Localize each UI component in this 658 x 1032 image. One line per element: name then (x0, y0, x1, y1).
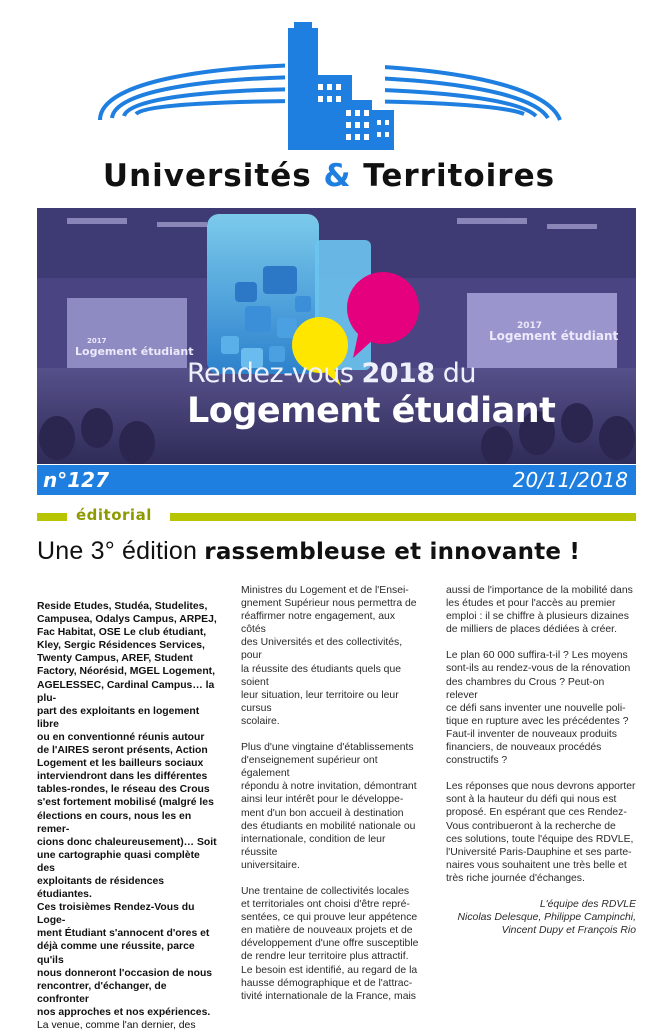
masthead-title-part2: Territoires (351, 158, 556, 194)
event-banner (37, 208, 636, 464)
issue-date: 20/11/2018 (512, 468, 628, 492)
column2-paragraph: Ministres du Logement et de l'Ensei- gnement Supérieur nous permettra de réaffirmer notre engagement, aux côtés des Universités et des collectivités, pour la réussite des étudiants quels que soient leur situation, leur territoire ou leur cursus scolaire. (241, 585, 417, 727)
editorial-signature: L'équipe des RDVLE Nicolas Delesque, Philippe Campinchi, Vincent Dupy et François Rio (457, 898, 636, 937)
event-suffix: du (434, 358, 476, 389)
section-label: éditorial (76, 506, 152, 524)
article-column-3 (446, 584, 636, 950)
masthead-title-part1: Universités (102, 158, 324, 194)
column1-paragraph: La venue, comme l'an dernier, des (37, 1020, 196, 1031)
headline-bold: rassembleuse et innovante ! (204, 539, 581, 565)
event-title-line2: Logement étudiant (187, 391, 556, 431)
column2-paragraph: Plus d'une vingtaine d'établissements d'enseignement supérieur ont également répondu à notre invitation, démontrant ainsi leur intérêt pour le développe- ment d'un bon accueil à destination des étudiants en mobilité nationale ou internationale, condition de leur réussite universitaire. (241, 742, 417, 871)
event-year: 2018 (361, 358, 435, 389)
column2-paragraph: Une trentaine de collectivités locales et territoriales ont choisi d'être repré- sentées, ce qui prouve leur appétence en matière de nouveaux projets et de développement d'une offre susceptible de rendre leur territoire plus attractif. Le besoin est identifié, au regard de la hausse démographique et de l'attrac- tivité internationale de la France, mais (241, 885, 419, 1002)
article-headline (37, 537, 580, 566)
masthead-title (0, 158, 658, 194)
article-column-1 (37, 600, 219, 1032)
headline-light: Une 3° édition (37, 537, 205, 565)
event-prefix: Rendez-vous (187, 358, 362, 389)
svg-text:Logement étudiant: Logement étudiant (489, 329, 619, 343)
masthead-ampersand: & (323, 158, 352, 194)
section-rule-right (170, 513, 636, 521)
svg-text:2017: 2017 (87, 337, 107, 345)
event-title-line1 (187, 358, 476, 389)
column3-paragraph: Les réponses que nous devrons apporter sont à la hauteur du défi qui nous est proposé. En espérant que ces Rendez- Vous contribueront à la recherche de ces solutions, toute l'équipe des RDVLE, l'Université Paris-Dauphine et ses parte- naires vous souhaitent une très belle et très riche journée d'échanges. (446, 781, 636, 884)
section-rule-left (37, 513, 67, 521)
issue-bar (37, 465, 636, 495)
svg-text:Logement étudiant: Logement étudiant (75, 345, 194, 358)
svg-text:2017: 2017 (517, 321, 543, 331)
issue-number: n°127 (43, 468, 109, 492)
column1-paragraph: Reside Etudes, Studéa, Studelites, Campusea, Odalys Campus, ARPEJ, Fac Habitat, OSE Le club étudiant, Kley, Sergic Résidences Services, Twenty Campus, AREF, Student Factory, Néorésid, MGEL Logement, AGELESSEC, Cardinal Campus… la plu- part des exploitants en logement libre ou en conventionné réunis autour de l'AIRES seront présents, Action Logement et les bailleurs sociaux interviendront dans les différentes tables-rondes, le réseau des Crous s'est fortement mobilisé (malgré les élections en cours, nous les en remer- cions donc chaleureusement)… Soit une cartographie quasi complète des exploitants de résidences étudiantes. Ces troisièmes Rendez-Vous du Loge- ment Étudiant s'annocent d'ores et déjà comme une réussite, parce qu'ils nous donneront l'occasion de nous rencontrer, d'échanger, de confronter nos approches et nos expériences. (37, 601, 217, 1018)
article-column-2 (241, 584, 419, 1016)
column3-paragraph: Le plan 60 000 suffira-t-il ? Les moyens sont-ils au rendez-vous de la rénovation des chambres du Crous ? Peut-on relever ce défi sans inventer une nouvelle poli- tique en rupture avec les précédentes ? Faut-il inventer de nouveaux produits financiers, de nouveaux procédés constructifs ? (446, 650, 631, 767)
column3-paragraph: aussi de l'importance de la mobilité dans les études et pour l'accès au premier emploi : il se chiffre à plusieurs dizaines de milliers de places dédiées à créer. (446, 585, 633, 636)
